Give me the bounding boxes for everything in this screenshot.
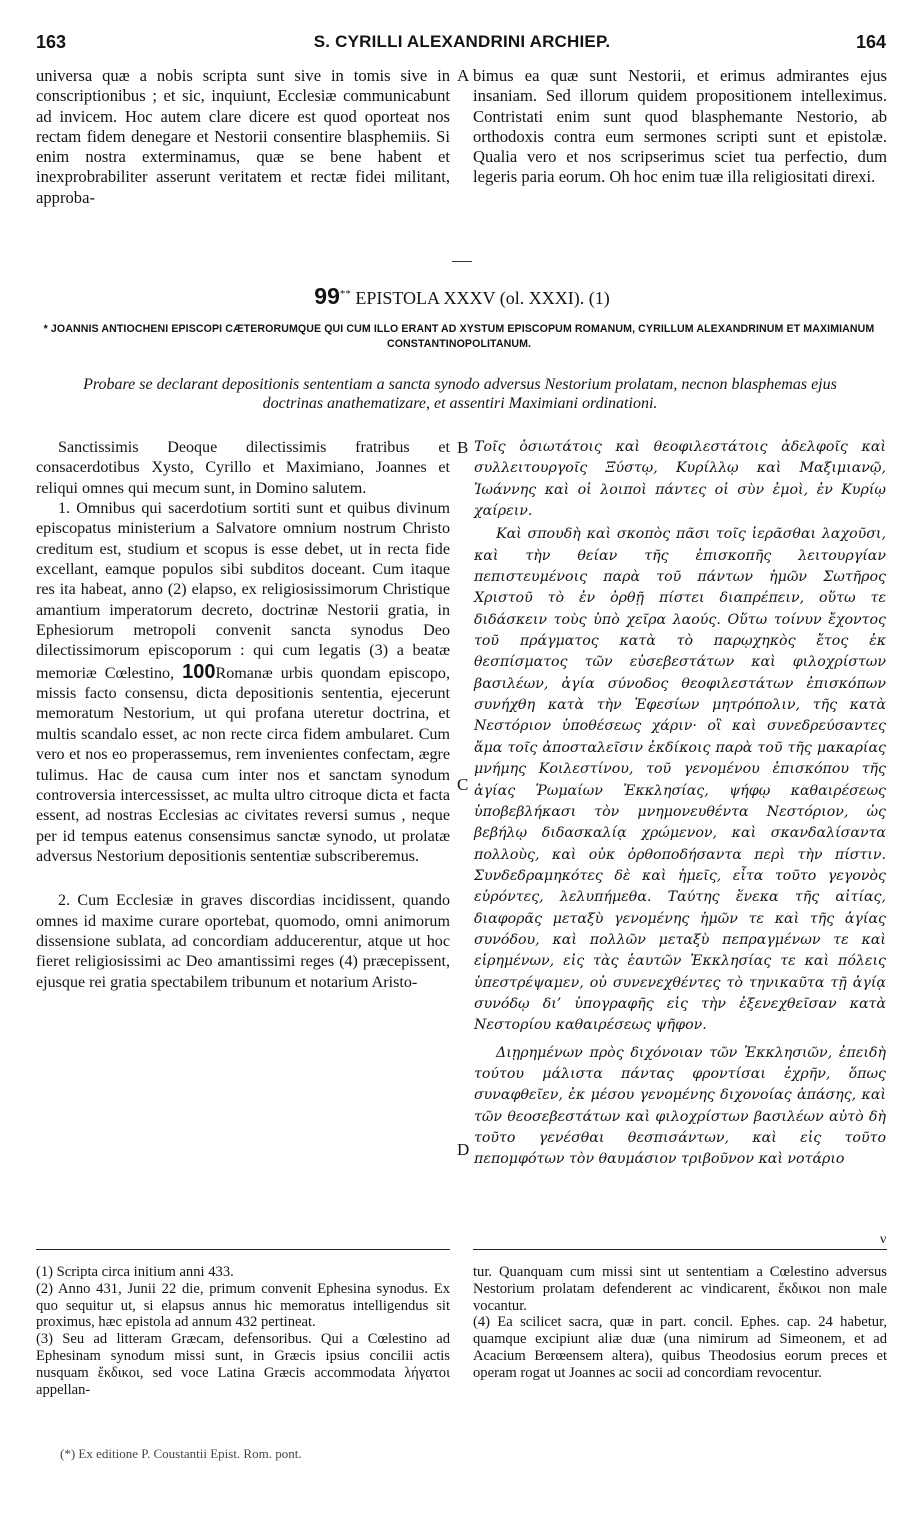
footnote-rule-right xyxy=(473,1249,887,1250)
epistle-title: EPISTOLA XXXV (ol. XXXI). (1) xyxy=(355,288,610,308)
epistle-addressees xyxy=(34,322,884,352)
footnote-rule-left xyxy=(36,1249,450,1250)
greek-v-mark: ν xyxy=(880,1232,887,1247)
addressees-mark: * xyxy=(43,323,48,335)
latin-column xyxy=(36,438,450,993)
epistle-number-mark: ** xyxy=(339,288,351,300)
addressees-text: JOANNIS ANTIOCHENI EPISCOPI CÆTERORUMQUE QUI CUM ILLO ERANT AD XYSTUM EPISCOPUM ROMANUM, CYRILLUM ALEXANDRINUM ET MAXIMIANUM CONSTANTINOPOLITANUM. xyxy=(50,323,875,350)
greek-column xyxy=(474,437,886,1171)
latin-salutation: Sanctissimis Deoque dilectissimis fratribus et consacerdotibus Xysto, Cyrillo et Maximiano, Joannes et reliqui omnes qui mecum sunt, in Domino salutem. xyxy=(36,439,450,497)
margin-letter-d: D xyxy=(457,1140,470,1159)
greek-paragraph-2: Διῃρημένων πρὸς διχόνοιαν τῶν Ἐκκλησιῶν, ἐπειδὴ τούτου μάλιστα πάντας φροντίσαι ἐχρῆν, ὅπως συναφθεῖεν, ἐκ μέσου γενομένης διχονοίας ἁπάσης, καὶ τῶν θεοσεβεστάτων καὶ φιλοχρίστων βασιλέων αὐτὸ δὴ τοῦτο γενέσθαι θεσπισάντων, καὶ εἰς τοῦτο πεπομφότων τὸν θαυμάσιον τριβοῦνον καὶ νοτάριο xyxy=(474,1044,886,1168)
footnote-2: (2) Anno 431, Junii 22 die, primum convenit Ephesina synodus. Ex quo sequitur ut, si elapsus annus hic memoratus intelligendus sit proximus, hæc epistola ad annum 432 pertineat. xyxy=(36,1280,450,1331)
latin-paragraph-1 xyxy=(36,499,450,867)
running-title: S. CYRILLI ALEXANDRINI ARCHIEP. xyxy=(313,32,611,51)
top-right-column xyxy=(473,66,887,188)
footnote-4: (4) Ea scilicet sacra, quæ in part. concil. Ephes. cap. 24 habetur, quamque excipiunt aliæ duæ (una nimirum ad Simeonem, et ad Acacium Berœensem altera), quibus Theodosius eorum preces et operam rogat ut Joannes ac socii ad concordiam revocentur. xyxy=(473,1314,887,1381)
footnotes-left xyxy=(36,1264,450,1398)
footnotes-right xyxy=(473,1264,887,1382)
section-divider xyxy=(452,261,472,262)
page-number-left: 163 xyxy=(36,32,67,52)
top-left-text: universa quæ a nobis scripta sunt sive in tomis sive in conscriptionibus ; et sic, inquiunt, Ecclesiæ communicabunt ad invicem. Hoc autem clare dicere est quod oporteat nos rectam fidem denegare et Nestorii consentire blasphemiis. Si enim nostra exterminamus, quæ se bene habent et inexprobrabiliter asserunt veritatem et rectæ fidei militant, approba- xyxy=(36,66,450,207)
page-number-right: 164 xyxy=(856,32,887,52)
epistle-heading xyxy=(0,283,924,310)
footnote-3-continued: tur. Quanquam cum missi sint ut sententiam a Cœlestino adversus Nestorium prolatam defenderent ac vindicarent, ἔκδικοι non male vocantur. xyxy=(473,1264,887,1314)
margin-letter-b: B xyxy=(457,438,469,457)
inline-page-number: 100 xyxy=(182,660,216,683)
top-right-text: bimus ea quæ sunt Nestorii, et erimus admirantes ejus insaniam. Sed illorum quidem propositionem intelleximus. Contristati enim sunt quod blasphemante Nestorio, ab orthodoxis contra eum sermones scripti sunt et epistolæ. Qualia vero et nos scripserimus sciet tua perfectio, dum legeris paria eorum. Oh hoc enim tuæ illa religiositati direxi. xyxy=(473,66,887,187)
source-note: (*) Ex editione P. Coustantii Epist. Rom. pont. xyxy=(60,1446,302,1461)
top-left-column xyxy=(36,66,450,208)
greek-salutation: Τοῖς ὁσιωτάτοις καὶ θεοφιλεστάτοις ἀδελφοῖς καὶ συλλειτουργοῖς Ξύστῳ, Κυρίλλῳ καὶ Μαξιμιανῷ, Ἰωάννης καὶ οἱ λοιποὶ πάντες οἱ σὺν ἐμοὶ, ἐν Κυρίῳ χαίρειν. xyxy=(474,439,886,520)
footnote-1: (1) Scripta circa initium anni 433. xyxy=(36,1264,234,1280)
latin-paragraph-1-end: Romanæ urbis quondam episcopo, missis facto consensu, dicta depositionis sententia, ejecerunt memoratum Nestorium, ut qui profana uteretur doctrina, et multis scandalo esset, ac non recte circa fidem ambularet. Cum vero et nos eo properassemus, rem invenientes confectam, ægre tulimus. Hac de causa cum inter nos et sanctam synodum controversia intercessisset, ac multa ultro citroque dicta et facta essent, ad nostras Ecclesias ac civitates reversi sumus , neque per id tempus eatenus consensimus sanctæ synodo, ut prolatæ adversus Nestorium depositionis sententiæ subscriberemus. xyxy=(36,664,451,865)
margin-letter-a: A xyxy=(457,66,470,85)
greek-paragraph-1: Καὶ σπουδὴ καὶ σκοπὸς πᾶσι τοῖς ἱερᾶσθαι λαχοῦσι, καὶ τὴν θείαν τῆς ἐπισκοπῆς λειτουργίαν πεπιστευμένοις παρὰ τοῦ πάντων ἡμῶν Σωτῆρος Χριστοῦ τὸ ἐν ὀρθῇ πίστει διαπρέπειν, οὕτω τε διδάσκειν τοὺς ὑπὸ χεῖρα λαούς. Οὕτω τοίνυν ἔχοντος τοῦ πράγματος κατὰ τὸ παρῳχηκὸς ἔτος ἐκ θεσπίσματος τῶν εὐσεβεστάτων καὶ φιλοχρίστων βασιλέων, ἁγία σύνοδος θεοφιλεστάτων ἐπισκόπων συνήχθη κατὰ τὴν Ἐφεσίων μητρόπολιν, τῆς κατὰ Νεστόριον ὑποθέσεως χάριν· οἳ καὶ συνεδρεύσαντες ἅμα τοῖς ἀποσταλεῖσιν ἐκδίκοις παρὰ τοῦ τῆς μακαρίας μνήμης Κοιλεστίνου, τοῦ γενομένου ἐπισκόπου τῆς ἁγίας Ῥωμαίων Ἐκκλησίας, ψήφῳ καθαιρέσεως ὑποβεβλήκασι τὸν μνημονευθέντα Νεστόριον, ὡς βεβήλῳ διδασκαλίᾳ χρώμενον, καὶ σκανδαλίσαντα πολλοὺς, καὶ οὐκ ὀρθοποδήσαντα περὶ τὴν πίστιν. Συνδεδραμηκότες δὲ καὶ ἡμεῖς, εἶτα τοῦτο γεγονὸς εὑρόντες, λελυπήμεθα. Ταύτης ἕνεκα τῆς αἰτίας, διαφορᾶς μεταξὺ γενομένης ἡμῶν τε καὶ τῆς ἁγίας συνόδου, καὶ πολλῶν μεταξὺ πεπραγμένων τε καὶ εἰρημένων, εἰς τὰς ἑαυτῶν Ἐκκλησίας τε καὶ πόλεις ὑπεστρέψαμεν, οὐ συνενεχθέντες τὸ τηνικαῦτα τῇ ἁγίᾳ συνόδῳ δι’ ὑπογραφῆς εἰς τὴν ἐξενεχθεῖσαν κατὰ Νεστορίου καθαιρέσεως ψῆφον. xyxy=(474,526,886,1034)
epistle-summary: Probare se declarant depositionis sententiam a sancta synodo adversus Nestorium prolatam, necnon blasphemas ejus doctrinas anathematizare, et assentiri Maximiani ordinationi. xyxy=(83,376,837,412)
margin-letter-c: C xyxy=(457,775,469,794)
latin-paragraph-1-start: 1. Omnibus qui sacerdotium sortiti sunt et quibus divinum episcopatus ministerium a Salvatore omnium nostrum Christo creditum est, studium et scopus is esse debet, ut in recta fide excellant, eamque populos sibi subditos doceant. Cum itaque res ita habeat, anno (2) elapso, ex religiosissimorum Christique amantium imperatorum decreto, doctrinæ Nestorii gratia, in Ephesiorum metropoli convenit sancta synodus Deo dilectissimorum episcoporum : qui cum legatis (3) a beatæ memoriæ Cœlestino, xyxy=(36,500,450,682)
footnote-3: (3) Seu ad litteram Græcam, defensoribus. Qui a Cœlestino ad Ephesinam synodum missi sunt, in Græcis ipsius concilii actis nusquam ἔκδικοι, sed voce Latina Græcis accommodata λήγατοι appellan- xyxy=(36,1331,450,1398)
epistle-number: 99 xyxy=(314,283,340,309)
latin-paragraph-2: 2. Cum Ecclesiæ in graves discordias incidissent, quando omnes id maxime curare oportebat, quomodo, omni animorum dissensione sublata, ad concordiam adducerentur, atque ut hoc fieret religiosissimi ac Deo amantissimi reges (4) præcepissent, ejusque rei gratia spectabilem tribunum et notarium Aristo- xyxy=(36,892,450,991)
